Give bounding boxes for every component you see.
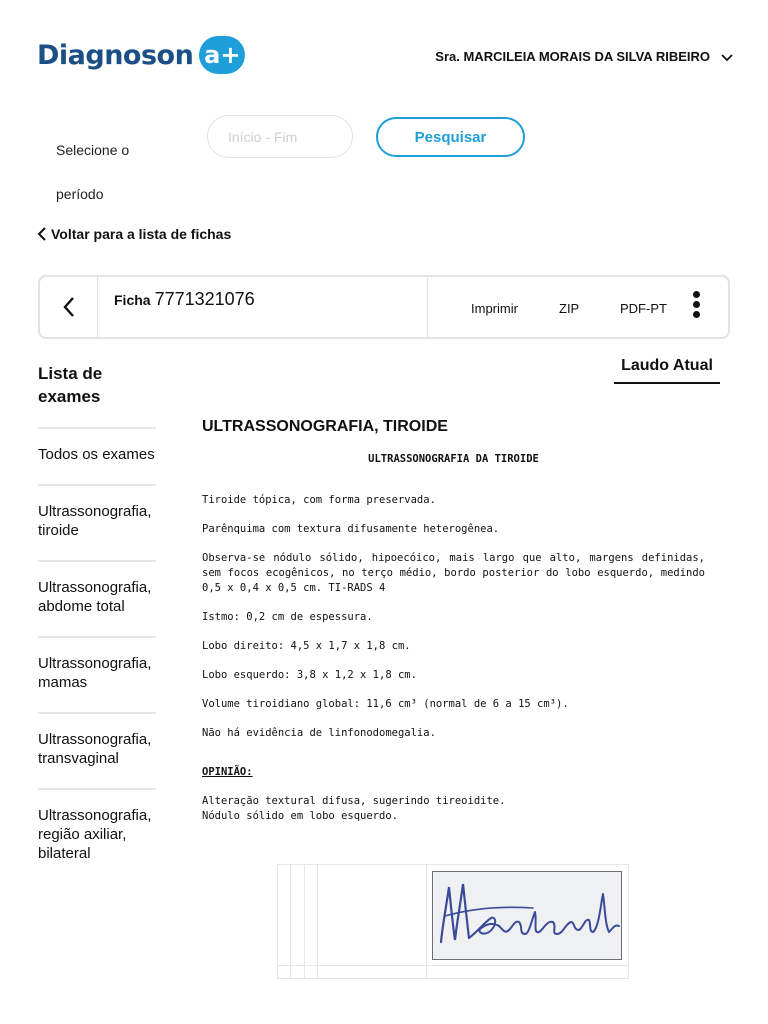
opinion-line: Alteração textural difusa, sugerindo tireoidite. [202, 795, 506, 807]
more-options-icon[interactable] [690, 291, 702, 323]
opinion-line: Nódulo sólido em lobo esquerdo. [202, 810, 398, 822]
report-paragraph: Volume tiroidiano global: 11,6 cm³ (normal de 6 a 15 cm³). [202, 698, 569, 710]
logo[interactable] [37, 36, 245, 74]
logo-badge: a+ [199, 36, 245, 74]
table-divider [290, 865, 291, 978]
exam-item-all[interactable]: Todos os exames [38, 427, 156, 484]
print-button[interactable]: Imprimir [471, 301, 518, 316]
ficha-title [114, 289, 255, 310]
back-link-label: Voltar para a lista de fichas [51, 226, 232, 242]
report-content [202, 418, 705, 824]
previous-ficha-button[interactable] [40, 277, 98, 337]
exam-item-tiroide[interactable]: Ultrassonografia, tiroide [38, 484, 156, 560]
report-paragraph: Não há evidência de linfonodomegalia. [202, 727, 436, 739]
signature-table [277, 864, 629, 979]
ficha-number: 7771321076 [154, 289, 255, 309]
pdf-pt-button[interactable]: PDF-PT [620, 301, 667, 316]
tab-current-report[interactable]: Laudo Atual [614, 357, 720, 384]
report-paragraph: Observa-se nódulo sólido, hipoecóico, mais largo que alto, margens definidas, sem focos ecogênicos, no terço médio, bordo posterior do lobo esquerdo, medindo 0,5 x 0,4 x 0,5 cm. TI-RADS 4 [202, 552, 705, 594]
back-to-list-link[interactable] [37, 226, 231, 242]
signature-image [432, 871, 622, 960]
toolbar-divider [427, 277, 428, 337]
report-paragraph: Tiroide tópica, com forma preservada. [202, 494, 436, 506]
document-heading: ULTRASSONOGRAFIA DA TIROIDE [368, 453, 539, 465]
chevron-down-icon[interactable] [718, 48, 736, 66]
report-paragraph: Istmo: 0,2 cm de espessura. [202, 611, 373, 623]
app-header [0, 0, 768, 110]
logo-text: Diagnoson [37, 39, 194, 71]
period-label: Selecione o período [56, 142, 130, 202]
chevron-left-icon [62, 296, 76, 318]
exam-item-transvaginal[interactable]: Ultrassonografia, transvaginal [38, 712, 156, 788]
user-menu[interactable]: Sra. MARCILEIA MORAIS DA SILVA RIBEIRO [435, 49, 710, 64]
table-divider [304, 865, 305, 978]
ficha-toolbar [38, 275, 730, 339]
exam-list [38, 427, 156, 883]
report-paragraph: Parênquima com textura difusamente heterogênea. [202, 523, 500, 535]
report-paragraph: Lobo direito: 4,5 x 1,7 x 1,8 cm. [202, 640, 411, 652]
table-divider [426, 865, 427, 978]
chevron-left-icon [37, 226, 47, 242]
exam-item-axiliar[interactable]: Ultrassonografia, região axiliar, bilateral [38, 788, 156, 883]
opinion-heading: OPINIÃO: [202, 766, 253, 778]
signature-drawing [433, 872, 622, 960]
report-paragraph: Lobo esquerdo: 3,8 x 1,2 x 1,8 cm. [202, 669, 417, 681]
zip-button[interactable]: ZIP [559, 301, 580, 316]
exam-list-title: Lista de exames [38, 364, 103, 406]
search-button[interactable]: Pesquisar [376, 117, 525, 157]
report-title: ULTRASSONOGRAFIA, TIROIDE [202, 418, 448, 435]
table-divider [317, 865, 318, 978]
exam-item-mamas[interactable]: Ultrassonografia, mamas [38, 636, 156, 712]
table-divider [278, 965, 628, 966]
date-range-input[interactable] [207, 115, 353, 158]
exam-item-abdome[interactable]: Ultrassonografia, abdome total [38, 560, 156, 636]
ficha-label: Ficha [114, 292, 151, 308]
